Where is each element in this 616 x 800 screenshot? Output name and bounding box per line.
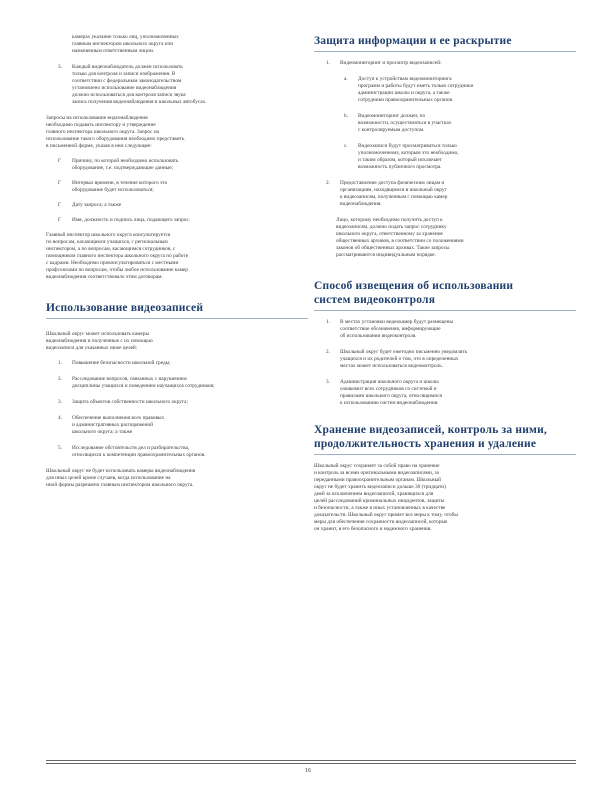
request-bullet-list bbox=[46, 158, 308, 224]
list-item-text: Интервал времени, в течение которого это оборудование будет использоваться; bbox=[72, 180, 168, 193]
list-marker: 2. bbox=[58, 376, 62, 382]
list-item bbox=[314, 379, 576, 407]
usage-intro-paragraph: Школьный округ может использовать камеры видеонаблюдения и полученные с их помощью видеозаписи для указанных ниже целей: bbox=[46, 331, 153, 351]
list-item-text: В местах установки видеокамер будут размещены соответствие обозначения, информирующие об использовании видеоконтроля. bbox=[340, 319, 454, 339]
list-item bbox=[314, 143, 576, 171]
list-item bbox=[314, 113, 576, 134]
list-item bbox=[46, 415, 308, 436]
list-marker: 3. bbox=[58, 64, 62, 70]
protection-list-2 bbox=[314, 180, 576, 208]
list-item-text: Администрация школьного округа и школы ознакомит всех сотрудников со системой и правилами школьного округа, относящимися к использованию систем видеонаблюдения. bbox=[340, 379, 442, 406]
notification-list bbox=[314, 319, 576, 407]
list-item-text: Повышение безопасности школьной среды; bbox=[72, 360, 171, 366]
list-item-text: Видеомониторинг и просмотр видеозаписей: bbox=[340, 60, 442, 66]
list-marker: 2. bbox=[326, 349, 330, 355]
list-item-text: камерах указание только лиц, уполномоченных главным инспектором школьного округа или назначенным ответственным лицом. bbox=[72, 34, 179, 54]
list-item-text: Причину, по которой необходимо использовать оборудование, т.е. подтверждающие данные; bbox=[72, 158, 179, 171]
list-marker: 5. bbox=[58, 445, 62, 451]
list-item-text: Обеспечение выполнения всех правовых и административных распоряжений школьного округа; а также bbox=[72, 415, 165, 435]
list-marker: c. bbox=[344, 143, 348, 149]
list-marker: a. bbox=[344, 76, 348, 82]
usage-closing-paragraph: Школьный округ не будет использовать камеры видеонаблюдения для иных целей кроме случаев, когда использование на иной формы разрешено главным инспектором школьного округа. bbox=[46, 468, 196, 488]
request-intro-paragraph: Запросы на использование видеонаблюдения необходимо подавать инспектору и утверждение главного инспектора школьного округа. Запрос на использование такого оборудования необходимо представить в письменной форме, указав в нем следующее: bbox=[46, 115, 185, 149]
list-item-text: Видеомониторинг должен, по возможности, осуществляться в участках с контролируемым доступом. bbox=[358, 113, 452, 133]
left-column bbox=[46, 34, 308, 497]
list-item bbox=[314, 180, 576, 208]
list-marker: b. bbox=[344, 113, 348, 119]
list-item-text: Имя, должность и подпись лица, подающего запрос. bbox=[72, 217, 191, 223]
list-item bbox=[46, 158, 308, 172]
section-heading-protection: Защита информации и ее раскрытие bbox=[314, 34, 576, 52]
bullet-marker: Г bbox=[58, 181, 61, 186]
section-heading-usage: Использование видеозаписей bbox=[46, 301, 308, 319]
list-item bbox=[46, 360, 308, 367]
bullet-marker: Г bbox=[58, 159, 61, 164]
list-marker: 3. bbox=[326, 379, 330, 385]
top-list bbox=[46, 34, 308, 106]
access-request-paragraph: Лицо, которому необходимо получить доступ к видеозаписям, должно подать запрос сотруднику школьного округа, ответственному за хранение общественных архивов, в соответствии со положениями законов об общественных архивах. Такие запросы рассматриваются индивидуальным порядке. bbox=[336, 217, 464, 258]
list-item-text: Каждый видеонаблюдатель должен использовать только для контроля и записи изображения. В соответствии с федеральным законодательством установлено использование видеонаблюдения должно использоваться для контроля записи звука запись получения видеонаблюдения в школьных автобусах. bbox=[72, 64, 207, 105]
section-heading-notification: Способ извещения об использовании систем видеоконтроля bbox=[314, 279, 576, 311]
protection-sublist bbox=[314, 76, 576, 171]
list-item bbox=[314, 60, 576, 67]
list-item bbox=[46, 445, 308, 459]
list-item bbox=[46, 64, 308, 106]
list-item-text: Видеозаписи будут просматриваться только уполномоченному, которым это необходимо, и таким образом, который исключает возможность публичного просмотра. bbox=[358, 143, 459, 170]
list-item bbox=[314, 319, 576, 340]
right-column bbox=[314, 34, 576, 541]
list-marker: 1. bbox=[326, 319, 330, 325]
list-item bbox=[46, 399, 308, 406]
section-heading-storage: Хранение видеозаписей, контроль за ними, продолжительность хранения и удаление bbox=[314, 423, 576, 455]
protection-list bbox=[314, 60, 576, 67]
usage-list bbox=[46, 360, 308, 459]
footer-rule-bottom bbox=[46, 763, 576, 764]
list-marker: 1. bbox=[326, 60, 330, 66]
consultation-paragraph: Главный инспектор школьного округа консультируется по вопросам, касающимся учащихся, с региональным инспектором, а по вопросам, касающимся сотрудников, с помощником главного инспектора школьного округа по работе с кадрами. Необходимо проконсультироваться с местными профсоюзами по вопросам, чтобы любое использование камер видеонаблюдения соответствовало этим договорам. bbox=[46, 232, 189, 280]
list-item bbox=[46, 202, 308, 209]
list-item bbox=[46, 376, 308, 390]
list-marker: 4. bbox=[58, 415, 62, 421]
list-item bbox=[314, 76, 576, 104]
list-item-text: Расследование вопросов, связанных с нарушением дисциплины учащихся и поведением научащихся сотрудников; bbox=[72, 376, 215, 389]
list-item bbox=[46, 180, 308, 194]
page-number: 16 bbox=[305, 768, 311, 774]
list-item bbox=[314, 349, 576, 370]
list-item bbox=[46, 34, 308, 55]
list-marker: 3. bbox=[58, 399, 62, 405]
list-item-text: Исследование обстоятельств дел и разбирательства, относящихся к компетенции правоохранительных органов. bbox=[72, 445, 206, 458]
bullet-marker: Г bbox=[58, 218, 61, 223]
bullet-marker: Г bbox=[58, 203, 61, 208]
list-item-text: Доступ к устройствам видеомониторинга программ и работы будут иметь только сотрудники администрации школы и округа, а также сотрудники правоохранительных органов. bbox=[358, 76, 474, 103]
list-item-text: Школьный округ будет ежегодно письменно уведомлять учащихся и их родителей о том, что в определенных местах может использоваться видеоконтроль. bbox=[340, 349, 468, 369]
list-marker: 2. bbox=[326, 180, 330, 186]
list-item-text: Предоставление доступа физическим лицам и организациям, находящимся в школьный округ к видеозаписям, полученным с помощью камер видеонаблюдения. bbox=[340, 180, 448, 207]
list-item-text: Дату запроса; а также bbox=[72, 202, 122, 208]
list-item bbox=[46, 217, 308, 224]
storage-paragraph: Школьный округ сохраняет за собой право на хранение и контроль за всеми оригинальными видеозаписями, за переданными правоохранительным органам. Школьный округ не будет хранить видеозаписи дольше 30 (тридцати) дней за исключением видеозаписей, хранящихся для целей расследований криминальных инцидентов, защиты и безопасности, а также в иных установленных в качестве доказательств. Школьный округ примет все меры к тому, чтобы меры для обеспечения сохранности видеозаписей, которые он хранит, в его безопасного и надежного хранения. bbox=[314, 463, 458, 532]
footer-rule-top bbox=[46, 760, 576, 761]
list-item-text: Защита объектов собственности школьного округа; bbox=[72, 399, 188, 405]
list-marker: 1. bbox=[58, 360, 62, 366]
